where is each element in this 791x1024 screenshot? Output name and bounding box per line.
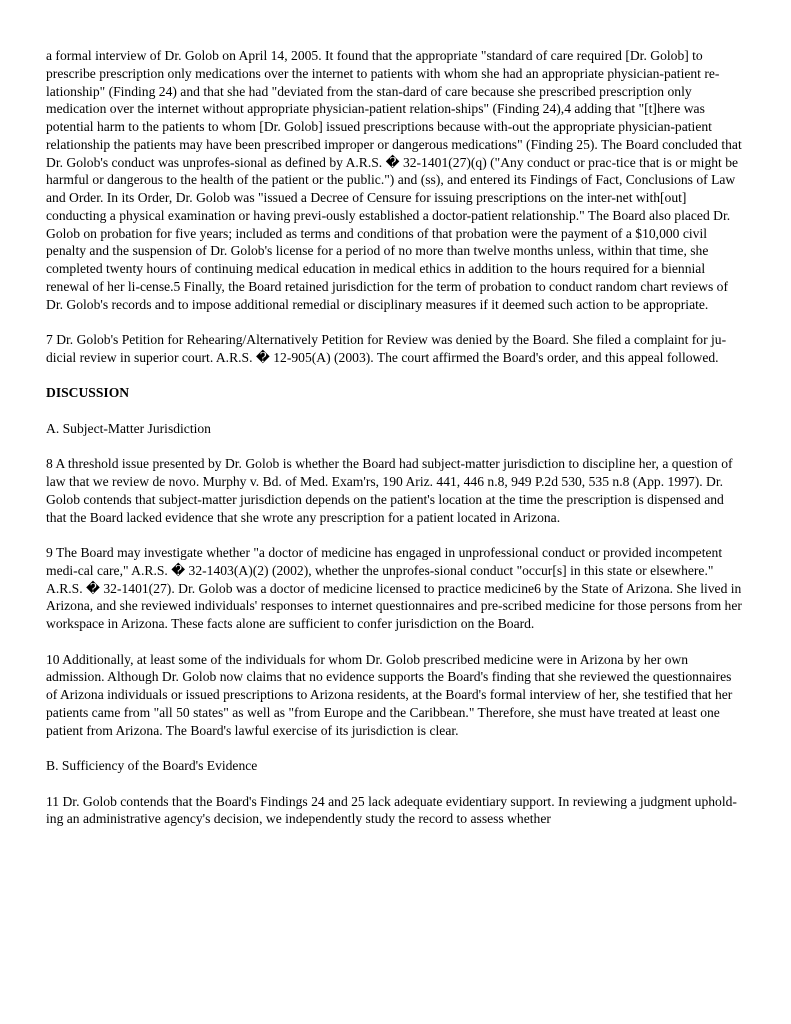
paragraph-8-threshold: 8 A threshold issue presented by Dr. Golob is whether the Board had subject-matter jurisdiction to discipline her, a question of law that we review de novo. Murphy v. Bd. of Med. Exam'rs, 190 Ariz. 441, 446 n.8, 949 P.2d 530, 535 n.8 (App. 1997). Dr. Golob contends that subject-matter jurisdiction depends on the patient's location at the time the prescription is dispensed and that the Board lacked evidence that she wrote any prescription for a patient located in Arizona. (46, 456, 733, 525)
section-b-heading: B. Sufficiency of the Board's Evidence (46, 758, 258, 773)
paragraph-11-evidence: 11 Dr. Golob contends that the Board's Findings 24 and 25 lack adequate evidentiary support. In reviewing a judgment uphold-ing an administrative agency's decision, we independently study the record to assess whether (46, 793, 737, 827)
document-page (46, 47, 746, 846)
section-a-heading: A. Subject-Matter Jurisdiction (46, 420, 211, 436)
discussion-heading: DISCUSSION (46, 385, 130, 401)
paragraph-board-findings: a formal interview of Dr. Golob on April 14, 2005. It found that the appropriate "standard of care required [Dr. Golob] to prescribe prescription only medications over the internet to patients with whom she had an appropriate physician-patient re-lationship" (Finding 24) and that she had "deviated from the stan-dard of care because she prescribed prescription only medication over the internet without appropriate physician-patient relation-ships" (Finding 24),4 adding that "[t]here was potential harm to the patients to whom [Dr. Golob] issued prescriptions because with-out the appropriate physician-patient relationship the patients may have been prescribed improper or dangerous medications" (Finding 25). The Board concluded that Dr. Golob's conduct was unprofes-sional as defined by A.R.S. � 32-1401(27)(q) ("Any conduct or prac-tice that is or might be harmful or dangerous to the health of the patient or the public.") and (ss), and entered its Findings of Fact, Conclusions of Law and Order. In its Order, Dr. Golob was "issued a Decree of Censure for issuing prescriptions on the inter-net with[out] conducting a physical examination or having previ-ously established a doctor-patient relationship." The Board also placed Dr. Golob on probation for five years; included as terms and conditions of that probation were the payment of a $10,000 civil penalty and the suspension of Dr. Golob's license for a period of no more than twelve months unless, within that time, she completed twenty hours of continuing medical education in medical ethics in addition to the hours required for a biennial renewal of her li-cense.5 Finally, the Board retained jurisdiction for the term of probation to conduct random chart reviews of Dr. Golob's records and to impose additional remedial or disciplinary measures if it deemed such action to be appropriate. (46, 48, 742, 312)
paragraph-10-additionally: 10 Additionally, at least some of the individuals for whom Dr. Golob prescribed medicine were in Arizona by her own admission. Although Dr. Golob now claims that no evidence supports the Board's finding that she reviewed the questionnaires of Arizona individuals or issued prescriptions to Arizona residents, at the Board's formal interview of her, she testified that her patients came from "all 50 states" as well as "from Europe and the Caribbean." Therefore, she must have treated at least one patient from Arizona. The Board's lawful exercise of its jurisdiction is clear. (46, 651, 733, 738)
paragraph-9-investigate: 9 The Board may investigate whether "a doctor of medicine has engaged in unprofessional conduct or provided incompetent medi-cal care," A.R.S. � 32-1403(A)(2) (2002), whether the unprofes-sional conduct "occur[s] in this state or elsewhere." A.R.S. � 32-1401(27). Dr. Golob was a doctor of medicine licensed to practice medicine6 by the State of Arizona. She lived in Arizona, and she reviewed individuals' responses to internet questionnaires and pre-scribed medicine for those persons from her workspace in Arizona. These facts alone are sufficient to confer jurisdiction on the Board. (46, 545, 742, 631)
paragraph-7-rehearing: 7 Dr. Golob's Petition for Rehearing/Alternatively Petition for Review was denied by the Board. She filed a complaint for ju-dicial review in superior court. A.R.S. � 12-905(A) (2003). The court affirmed the Board's order, and this appeal followed. (46, 332, 727, 365)
